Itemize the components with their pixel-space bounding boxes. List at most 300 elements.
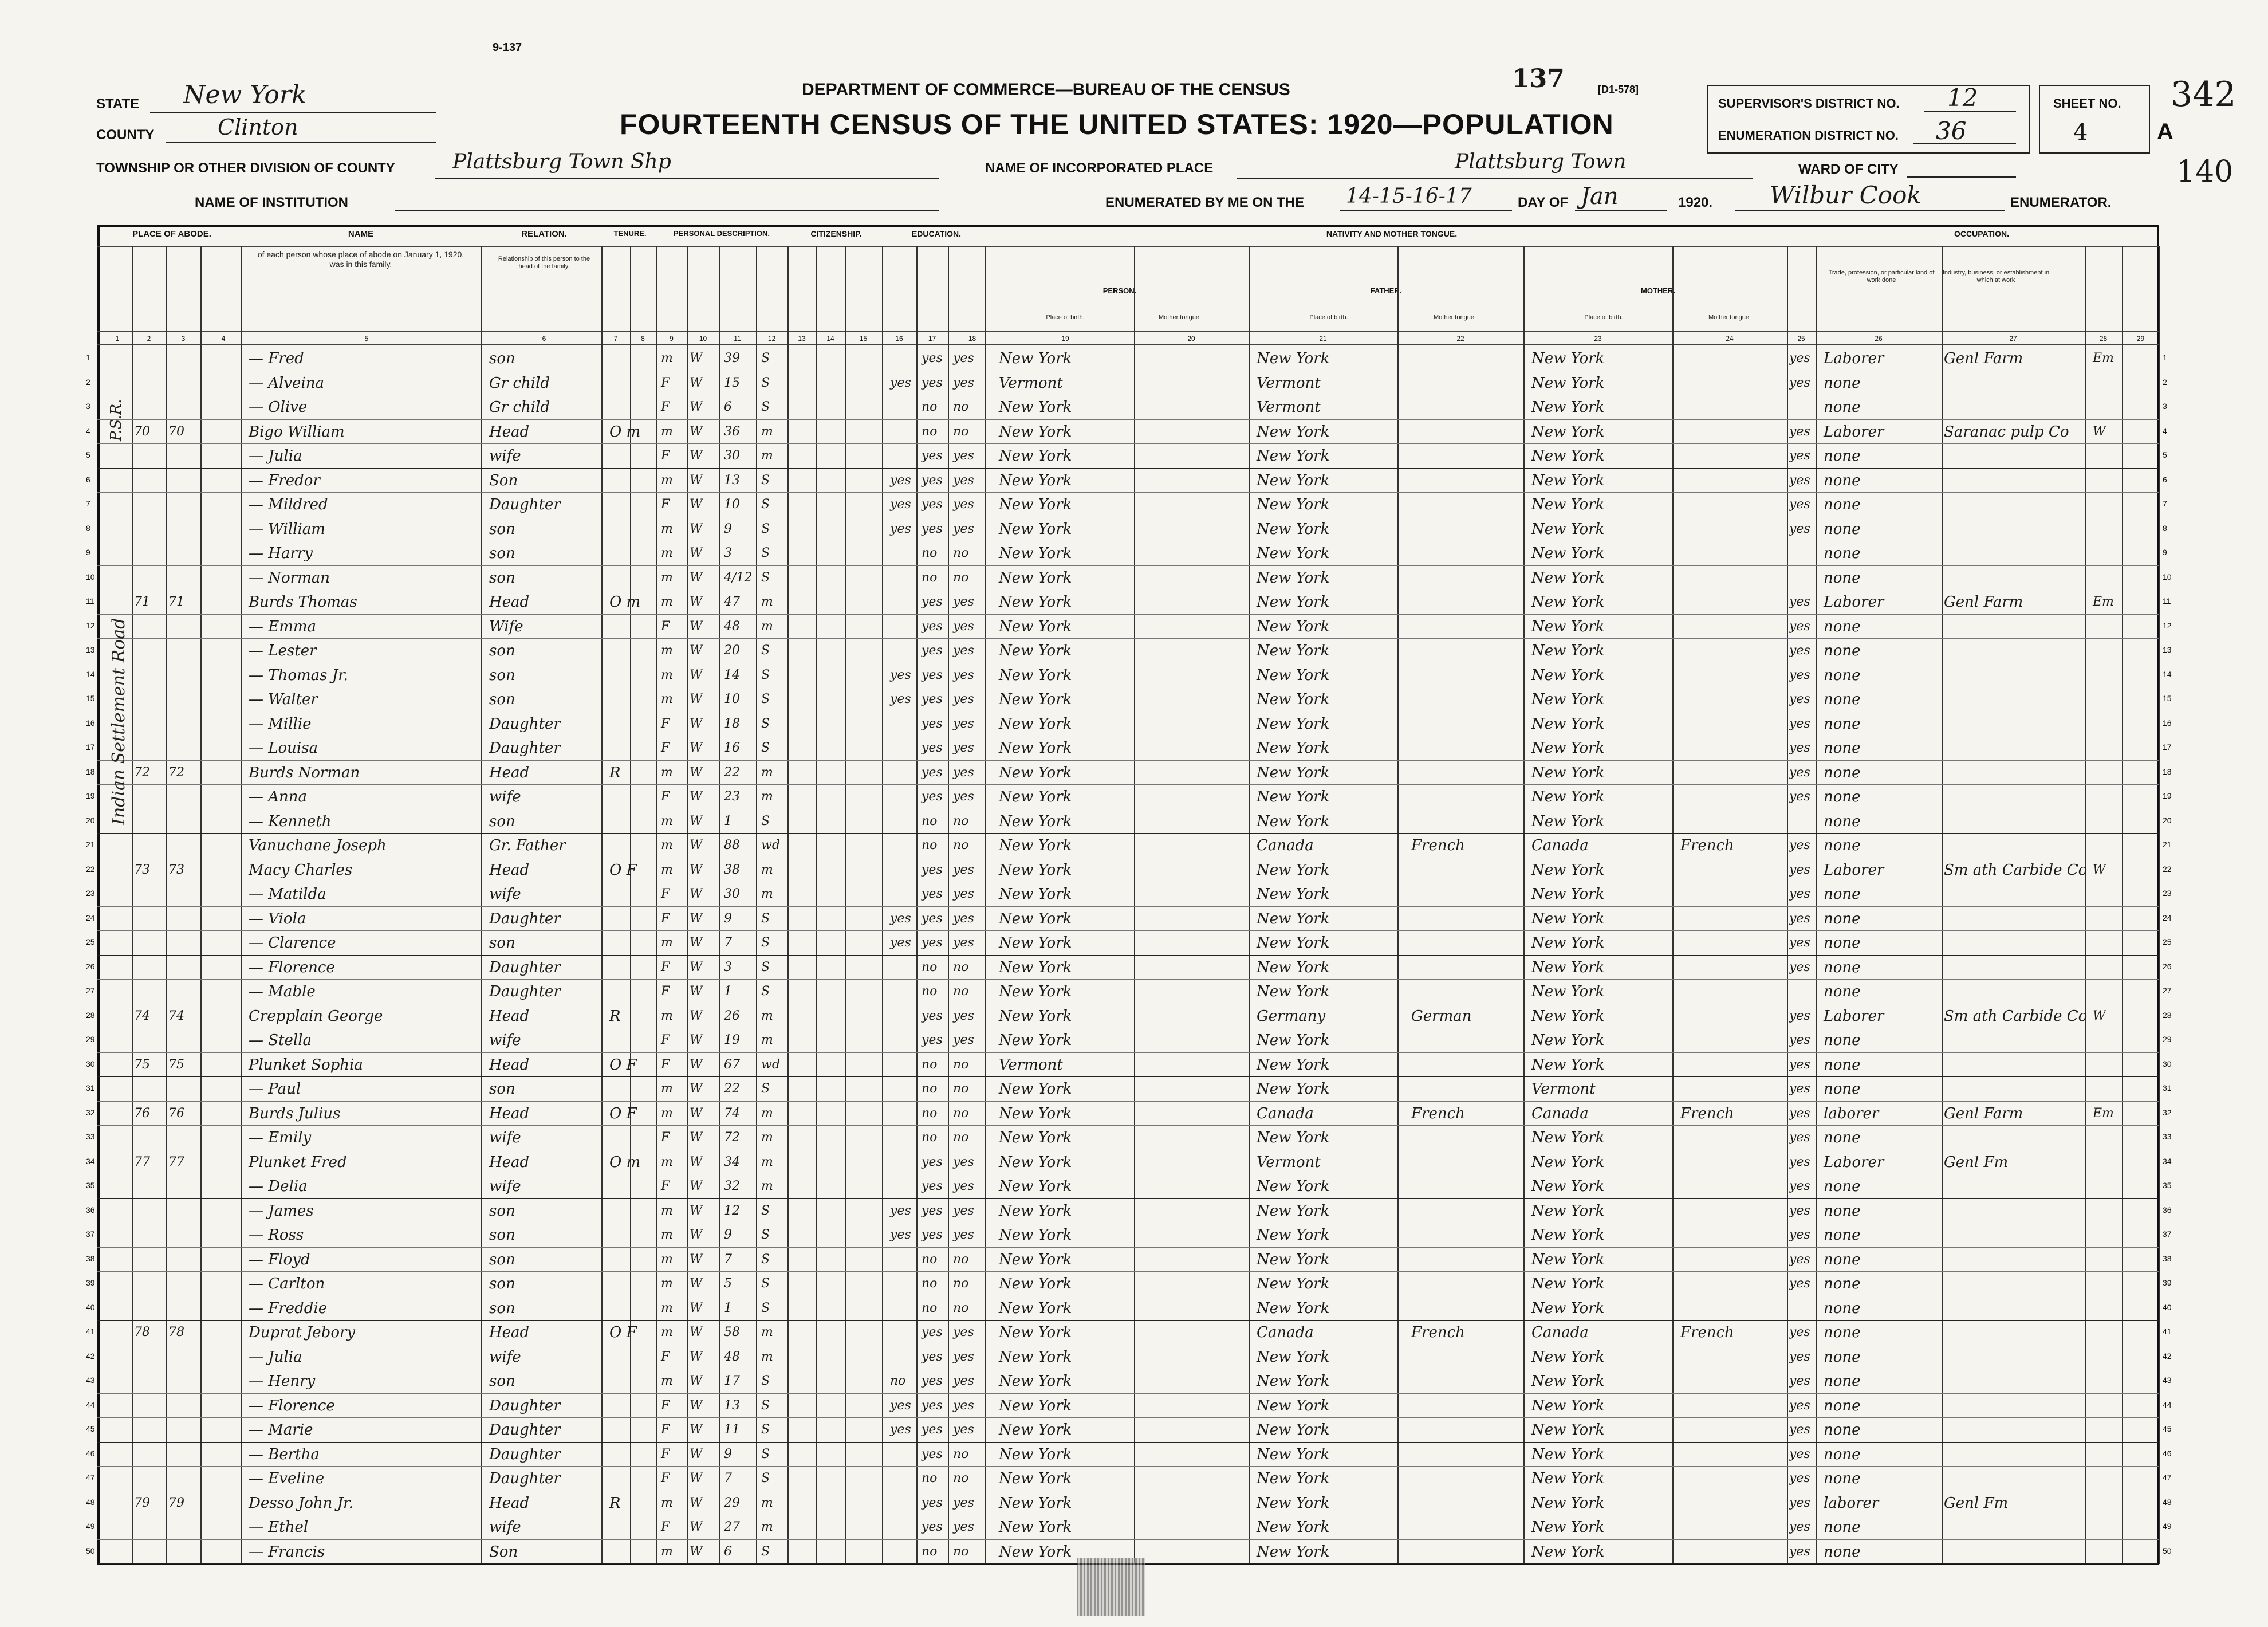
row-number-right: 43: [2163, 1376, 2172, 1385]
cell-ms: S: [761, 1203, 770, 1218]
cell-rel: Gr child: [489, 399, 550, 416]
cell-mpob: New York: [1531, 350, 1605, 367]
cell-sex: F: [661, 449, 670, 463]
row-number-left: 20: [86, 815, 95, 825]
cell-mpob: New York: [1531, 1397, 1605, 1414]
cell-wr: no: [953, 1471, 969, 1485]
cell-age: 48: [724, 619, 740, 634]
cell-wr: no: [953, 546, 969, 560]
row-number-right: 40: [2163, 1302, 2172, 1312]
cell-mpob: New York: [1531, 618, 1605, 635]
cell-race: W: [690, 960, 703, 974]
cell-name: Plunket Sophia: [249, 1056, 363, 1074]
row-number-right: 34: [2163, 1156, 2172, 1166]
cell-age: 36: [724, 424, 740, 439]
cell-name: — Thomas Jr.: [249, 666, 349, 684]
cell-wr: yes: [953, 449, 974, 463]
cell-rel: wife: [489, 1178, 521, 1195]
enumerated-days: 14-15-16-17: [1346, 184, 1472, 208]
cell-name: Bigo William: [249, 423, 345, 441]
cell-age: 67: [724, 1057, 740, 1072]
hdr-occupation: OCCUPATION.: [1954, 229, 2009, 238]
cell-eng: yes: [1789, 1106, 1810, 1121]
column-rule: [756, 246, 757, 1564]
cell-wr: yes: [953, 887, 974, 901]
hdr-pob-mother: Place of birth.: [1584, 314, 1623, 321]
cell-sex: m: [661, 667, 673, 682]
cell-sex: m: [661, 473, 673, 488]
cell-mpob: New York: [1531, 1519, 1605, 1536]
cell-age: 1: [724, 984, 732, 999]
column-number: 14: [826, 335, 834, 343]
row-number-right: 3: [2163, 402, 2167, 411]
cell-sch: yes: [890, 936, 911, 950]
column-number: 24: [1726, 335, 1734, 343]
row-number-left: 14: [86, 669, 95, 679]
cell-fpob: New York: [1257, 1470, 1330, 1487]
cell-fam: 78: [168, 1325, 184, 1339]
column-number: 18: [968, 335, 976, 343]
cell-fpob: New York: [1257, 1080, 1330, 1098]
column-number: 21: [1319, 335, 1327, 343]
cell-race: W: [690, 1106, 703, 1121]
cell-mpob: New York: [1531, 886, 1605, 903]
cell-name: — Emma: [249, 618, 317, 635]
cell-age: 74: [724, 1106, 740, 1121]
cell-ms: S: [761, 400, 770, 414]
cell-sex: m: [661, 1495, 673, 1510]
column-rule: [2085, 246, 2086, 1564]
cell-dw: 70: [134, 424, 150, 439]
cell-pob: New York: [999, 471, 1072, 489]
cell-occ: none: [1824, 1275, 1861, 1292]
column-rule: [1249, 246, 1250, 1564]
cell-mpob: New York: [1531, 715, 1605, 733]
cell-wr: yes: [953, 789, 974, 804]
cell-age: 22: [724, 765, 740, 780]
cell-occ: none: [1824, 1421, 1861, 1439]
cell-dw: 71: [134, 595, 150, 609]
cell-eng: yes: [1789, 789, 1810, 804]
cell-race: W: [690, 1544, 703, 1559]
cell-mpob: New York: [1531, 1445, 1605, 1463]
cell-rel: wife: [489, 788, 521, 805]
cell-mpob: New York: [1531, 594, 1605, 611]
cell-ms: m: [761, 1325, 773, 1339]
cell-dw: 77: [134, 1154, 150, 1169]
cell-fpob: Canada: [1257, 837, 1314, 854]
cell-eng: yes: [1789, 424, 1810, 439]
cell-sex: F: [661, 1349, 670, 1364]
cell-eng: yes: [1789, 1154, 1810, 1169]
cell-name: — Francis: [249, 1543, 325, 1561]
cell-age: 19: [724, 1033, 740, 1047]
cell-race: W: [690, 449, 703, 463]
cell-wr: yes: [953, 1349, 974, 1364]
cell-t: O m: [609, 1153, 641, 1171]
cell-mpob: New York: [1531, 691, 1605, 708]
cell-wr: yes: [953, 741, 974, 755]
cell-rd: yes: [922, 619, 943, 634]
column-number: 4: [221, 335, 226, 343]
cell-age: 1: [724, 1300, 732, 1315]
row-number-right: 45: [2163, 1424, 2172, 1433]
cell-rel: wife: [489, 1129, 521, 1146]
day-of-label: DAY OF: [1518, 195, 1569, 210]
cell-sch: yes: [890, 521, 911, 536]
cell-occ: none: [1824, 715, 1861, 733]
cell-age: 3: [724, 960, 732, 974]
cell-pob: New York: [999, 1373, 1072, 1390]
township-value: Plattsburg Town Shp: [452, 150, 671, 174]
cell-name: — Julia: [249, 1348, 302, 1366]
cell-name: — Fred: [249, 350, 304, 367]
county-value: Clinton: [218, 115, 298, 140]
cell-occ: none: [1824, 496, 1861, 513]
cell-ms: S: [761, 984, 770, 999]
cell-wr: yes: [953, 1374, 974, 1388]
cell-wr: yes: [953, 667, 974, 682]
row-number-left: 9: [86, 548, 90, 557]
cell-occ: none: [1824, 1299, 1861, 1317]
cell-age: 13: [724, 1398, 740, 1413]
cell-mt: French: [1680, 837, 1734, 854]
cell-fpob: New York: [1257, 861, 1330, 879]
cell-mpob: New York: [1531, 1470, 1605, 1487]
column-number: 1: [115, 335, 120, 343]
cell-sex: F: [661, 789, 670, 804]
cell-name: — Norman: [249, 569, 330, 587]
column-rule: [656, 246, 657, 1564]
cell-race: W: [690, 1520, 703, 1534]
column-rule: [845, 246, 846, 1564]
cell-ms: S: [761, 643, 770, 658]
cell-mpob: Canada: [1531, 1324, 1589, 1341]
hdr-citizenship: CITIZENSHIP.: [810, 229, 862, 238]
cell-pob: New York: [999, 886, 1072, 903]
cell-mpob: New York: [1531, 545, 1605, 562]
row-number-right: 15: [2163, 694, 2172, 703]
cell-mpob: New York: [1531, 958, 1605, 976]
cell-rel: son: [489, 350, 515, 367]
row-number-left: 21: [86, 840, 95, 849]
column-rule: [985, 246, 986, 1564]
cell-race: W: [690, 619, 703, 634]
stamp-right: 140: [2176, 155, 2234, 189]
cell-pob: New York: [999, 1519, 1072, 1536]
row-number-right: 14: [2163, 669, 2172, 679]
column-rule: [816, 246, 817, 1564]
cell-pob: New York: [999, 1445, 1072, 1463]
hdr-place-of-abode: PLACE OF ABODE.: [132, 229, 211, 239]
cell-rd: no: [922, 1252, 938, 1267]
cell-pob: New York: [999, 1324, 1072, 1341]
cell-eng: yes: [1789, 643, 1810, 658]
cell-rel: Head: [489, 1153, 530, 1171]
cell-ms: S: [761, 521, 770, 536]
cell-ft: French: [1411, 837, 1465, 854]
cell-fpob: New York: [1257, 520, 1330, 538]
row-number-right: 31: [2163, 1083, 2172, 1092]
enum-district-value: 36: [1936, 117, 1967, 145]
cell-name: — Bertha: [249, 1445, 320, 1463]
cell-pob: Vermont: [999, 374, 1063, 392]
cell-ms: S: [761, 546, 770, 560]
cell-name: Burds Norman: [249, 764, 360, 781]
cell-ms: m: [761, 449, 773, 463]
cell-rel: Son: [489, 1543, 518, 1561]
cell-rd: yes: [922, 643, 943, 658]
cell-ms: S: [761, 911, 770, 926]
row-number-right: 25: [2163, 937, 2172, 946]
cell-name: — William: [249, 520, 325, 538]
cell-rel: Head: [489, 1007, 530, 1025]
cell-occ: none: [1824, 1324, 1861, 1341]
cell-pob: New York: [999, 715, 1072, 733]
cell-age: 26: [724, 1008, 740, 1023]
cell-mpob: New York: [1531, 788, 1605, 805]
row-number-left: 6: [86, 474, 90, 484]
row-number-left: 4: [86, 426, 90, 435]
year-text: 1920.: [1678, 195, 1713, 210]
cell-occ: none: [1824, 958, 1861, 976]
row-number-left: 27: [86, 986, 95, 995]
row-number-right: 44: [2163, 1400, 2172, 1409]
cell-eng: yes: [1789, 887, 1810, 901]
cell-mpob: New York: [1531, 910, 1605, 928]
cell-cls: W: [2093, 424, 2106, 439]
cell-pob: New York: [999, 983, 1072, 1000]
cell-wr: no: [953, 838, 969, 852]
row-number-left: 37: [86, 1229, 95, 1239]
cell-eng: yes: [1789, 960, 1810, 974]
row-number-left: 43: [86, 1376, 95, 1385]
cell-mpob: New York: [1531, 1348, 1605, 1366]
supervisor-value: 12: [1947, 84, 1978, 112]
cell-age: 12: [724, 1203, 740, 1218]
cell-eng: yes: [1789, 1082, 1810, 1096]
column-rule: [2159, 246, 2160, 1564]
cell-wr: yes: [953, 1495, 974, 1510]
cell-fpob: New York: [1257, 740, 1330, 757]
sheet-value: 4: [2073, 119, 2088, 146]
row-number-left: 10: [86, 572, 95, 581]
cell-race: W: [690, 375, 703, 390]
cell-eng: yes: [1789, 619, 1810, 634]
cell-fpob: New York: [1257, 1275, 1330, 1292]
cell-rel: Daughter: [489, 715, 561, 733]
column-rule: [882, 246, 883, 1564]
cell-rd: yes: [922, 449, 943, 463]
cell-sex: m: [661, 1276, 673, 1291]
cell-fpob: New York: [1257, 545, 1330, 562]
cell-cls: W: [2093, 862, 2106, 877]
cell-age: 10: [724, 692, 740, 706]
cell-name: — Julia: [249, 447, 302, 465]
cell-pob: New York: [999, 447, 1072, 465]
cell-eng: yes: [1789, 1203, 1810, 1218]
cell-dw: 72: [134, 765, 150, 780]
cell-rd: yes: [922, 1398, 943, 1413]
cell-sex: F: [661, 1520, 670, 1534]
cell-pob: New York: [999, 1129, 1072, 1146]
cell-wr: yes: [953, 1203, 974, 1218]
hdr-industry-sub: Industry, business, or establishment in which at work: [1942, 269, 2050, 284]
column-number: 17: [928, 335, 936, 343]
cell-rd: no: [922, 546, 938, 560]
cell-fpob: New York: [1257, 1251, 1330, 1268]
hdr-occupation-sub: Trade, profession, or particular kind of work done: [1828, 269, 1935, 284]
row-number-right: 35: [2163, 1181, 2172, 1190]
cell-rd: yes: [922, 1203, 943, 1218]
cell-name: — Millie: [249, 715, 312, 733]
row-number-left: 18: [86, 767, 95, 776]
cell-race: W: [690, 595, 703, 609]
row-number-right: 29: [2163, 1035, 2172, 1044]
column-rule: [1672, 246, 1674, 1564]
cell-rd: yes: [922, 1349, 943, 1364]
cell-sex: m: [661, 521, 673, 536]
cell-occ: none: [1824, 618, 1861, 635]
cell-fpob: New York: [1257, 666, 1330, 684]
cell-fpob: New York: [1257, 447, 1330, 465]
cell-age: 4/12: [724, 570, 753, 585]
cell-ms: S: [761, 1276, 770, 1291]
cell-dw: 79: [134, 1495, 150, 1510]
cell-occ: Laborer: [1824, 594, 1884, 611]
cell-rel: son: [489, 520, 515, 538]
cell-wr: yes: [953, 619, 974, 634]
cell-wr: yes: [953, 521, 974, 536]
cell-sex: m: [661, 1228, 673, 1242]
row-number-left: 16: [86, 718, 95, 728]
cell-race: W: [690, 1008, 703, 1023]
row-number-right: 30: [2163, 1059, 2172, 1068]
township-label: TOWNSHIP OR OTHER DIVISION OF COUNTY: [96, 160, 395, 176]
cell-wr: no: [953, 570, 969, 585]
cell-eng: yes: [1789, 1374, 1810, 1388]
cell-mpob: New York: [1531, 1007, 1605, 1025]
cell-fpob: New York: [1257, 1421, 1330, 1439]
cell-mpob: New York: [1531, 423, 1605, 441]
cell-rel: Head: [489, 1494, 530, 1512]
cell-wr: no: [953, 1106, 969, 1121]
cell-sex: F: [661, 716, 670, 731]
cell-occ: none: [1824, 1032, 1861, 1049]
cell-name: Vanuchane Joseph: [249, 837, 387, 854]
cell-eng: yes: [1789, 1544, 1810, 1559]
cell-race: W: [690, 1082, 703, 1096]
cell-occ: none: [1824, 1129, 1861, 1146]
cell-occ: Laborer: [1824, 350, 1884, 367]
column-number: 22: [1456, 335, 1464, 343]
row-number-left: 46: [86, 1448, 95, 1458]
cell-sex: F: [661, 911, 670, 926]
cell-rd: no: [922, 424, 938, 439]
margin-note: Indian Settlement Road: [109, 618, 129, 825]
column-number: 11: [734, 335, 741, 343]
cell-eng: yes: [1789, 375, 1810, 390]
hdr-mother: MOTHER.: [1641, 286, 1675, 295]
cell-sex: m: [661, 1106, 673, 1121]
column-number: 29: [2136, 335, 2145, 343]
cell-occ: none: [1824, 447, 1861, 465]
row-number-right: 37: [2163, 1229, 2172, 1239]
census-title: FOURTEENTH CENSUS OF THE UNITED STATES: 1920—POPULATION: [620, 108, 1614, 140]
cell-age: 23: [724, 789, 740, 804]
cell-mpob: New York: [1531, 1373, 1605, 1390]
cell-name: — Viola: [249, 910, 306, 928]
cell-rd: no: [922, 1300, 938, 1315]
cell-ms: S: [761, 375, 770, 390]
cell-wr: yes: [953, 1033, 974, 1047]
row-number-left: 25: [86, 937, 95, 946]
cell-rel: Daughter: [489, 1421, 561, 1439]
cell-ms: S: [761, 716, 770, 731]
cell-ms: m: [761, 1349, 773, 1364]
cell-age: 9: [724, 911, 732, 926]
cell-eng: yes: [1789, 473, 1810, 488]
cell-eng: yes: [1789, 351, 1810, 366]
hdr-name: NAME: [348, 229, 374, 239]
cell-wr: yes: [953, 1520, 974, 1534]
cell-wr: yes: [953, 473, 974, 488]
column-rule: [601, 246, 603, 1564]
cell-race: W: [690, 521, 703, 536]
cell-ms: S: [761, 1300, 770, 1315]
hdr-pob-father: Place of birth.: [1309, 314, 1348, 321]
cell-pob: New York: [999, 545, 1072, 562]
cell-mpob: New York: [1531, 861, 1605, 879]
cell-fpob: New York: [1257, 1202, 1330, 1220]
cell-mpob: New York: [1531, 764, 1605, 781]
cell-mpob: New York: [1531, 1227, 1605, 1244]
column-number: 25: [1797, 335, 1805, 343]
cell-rel: son: [489, 1080, 515, 1098]
cell-sex: m: [661, 1252, 673, 1267]
cell-sex: m: [661, 595, 673, 609]
cell-occ: none: [1824, 569, 1861, 587]
column-number: 15: [859, 335, 868, 343]
cell-pob: New York: [999, 496, 1072, 513]
cell-dw: 78: [134, 1325, 150, 1339]
column-number: 10: [699, 335, 707, 343]
cell-fpob: New York: [1257, 691, 1330, 708]
cell-race: W: [690, 1203, 703, 1218]
cell-ms: S: [761, 1252, 770, 1267]
cell-rd: yes: [922, 936, 943, 950]
row-number-right: 7: [2163, 499, 2167, 508]
cell-eng: yes: [1789, 449, 1810, 463]
column-number: 13: [798, 335, 806, 343]
row-number-right: 36: [2163, 1205, 2172, 1215]
cell-eng: yes: [1789, 1471, 1810, 1485]
cell-rd: no: [922, 1082, 938, 1096]
cell-race: W: [690, 424, 703, 439]
cell-eng: yes: [1789, 1349, 1810, 1364]
cell-age: 34: [724, 1154, 740, 1169]
cell-occ: none: [1824, 1056, 1861, 1074]
cell-rd: yes: [922, 1228, 943, 1242]
cell-ms: m: [761, 1130, 773, 1145]
cell-occ: none: [1824, 691, 1861, 708]
cell-eng: yes: [1789, 692, 1810, 706]
cell-sex: m: [661, 1544, 673, 1559]
cell-eng: yes: [1789, 1033, 1810, 1047]
cell-rd: yes: [922, 789, 943, 804]
cell-occ: none: [1824, 520, 1861, 538]
cell-cls: W: [2093, 1008, 2106, 1023]
